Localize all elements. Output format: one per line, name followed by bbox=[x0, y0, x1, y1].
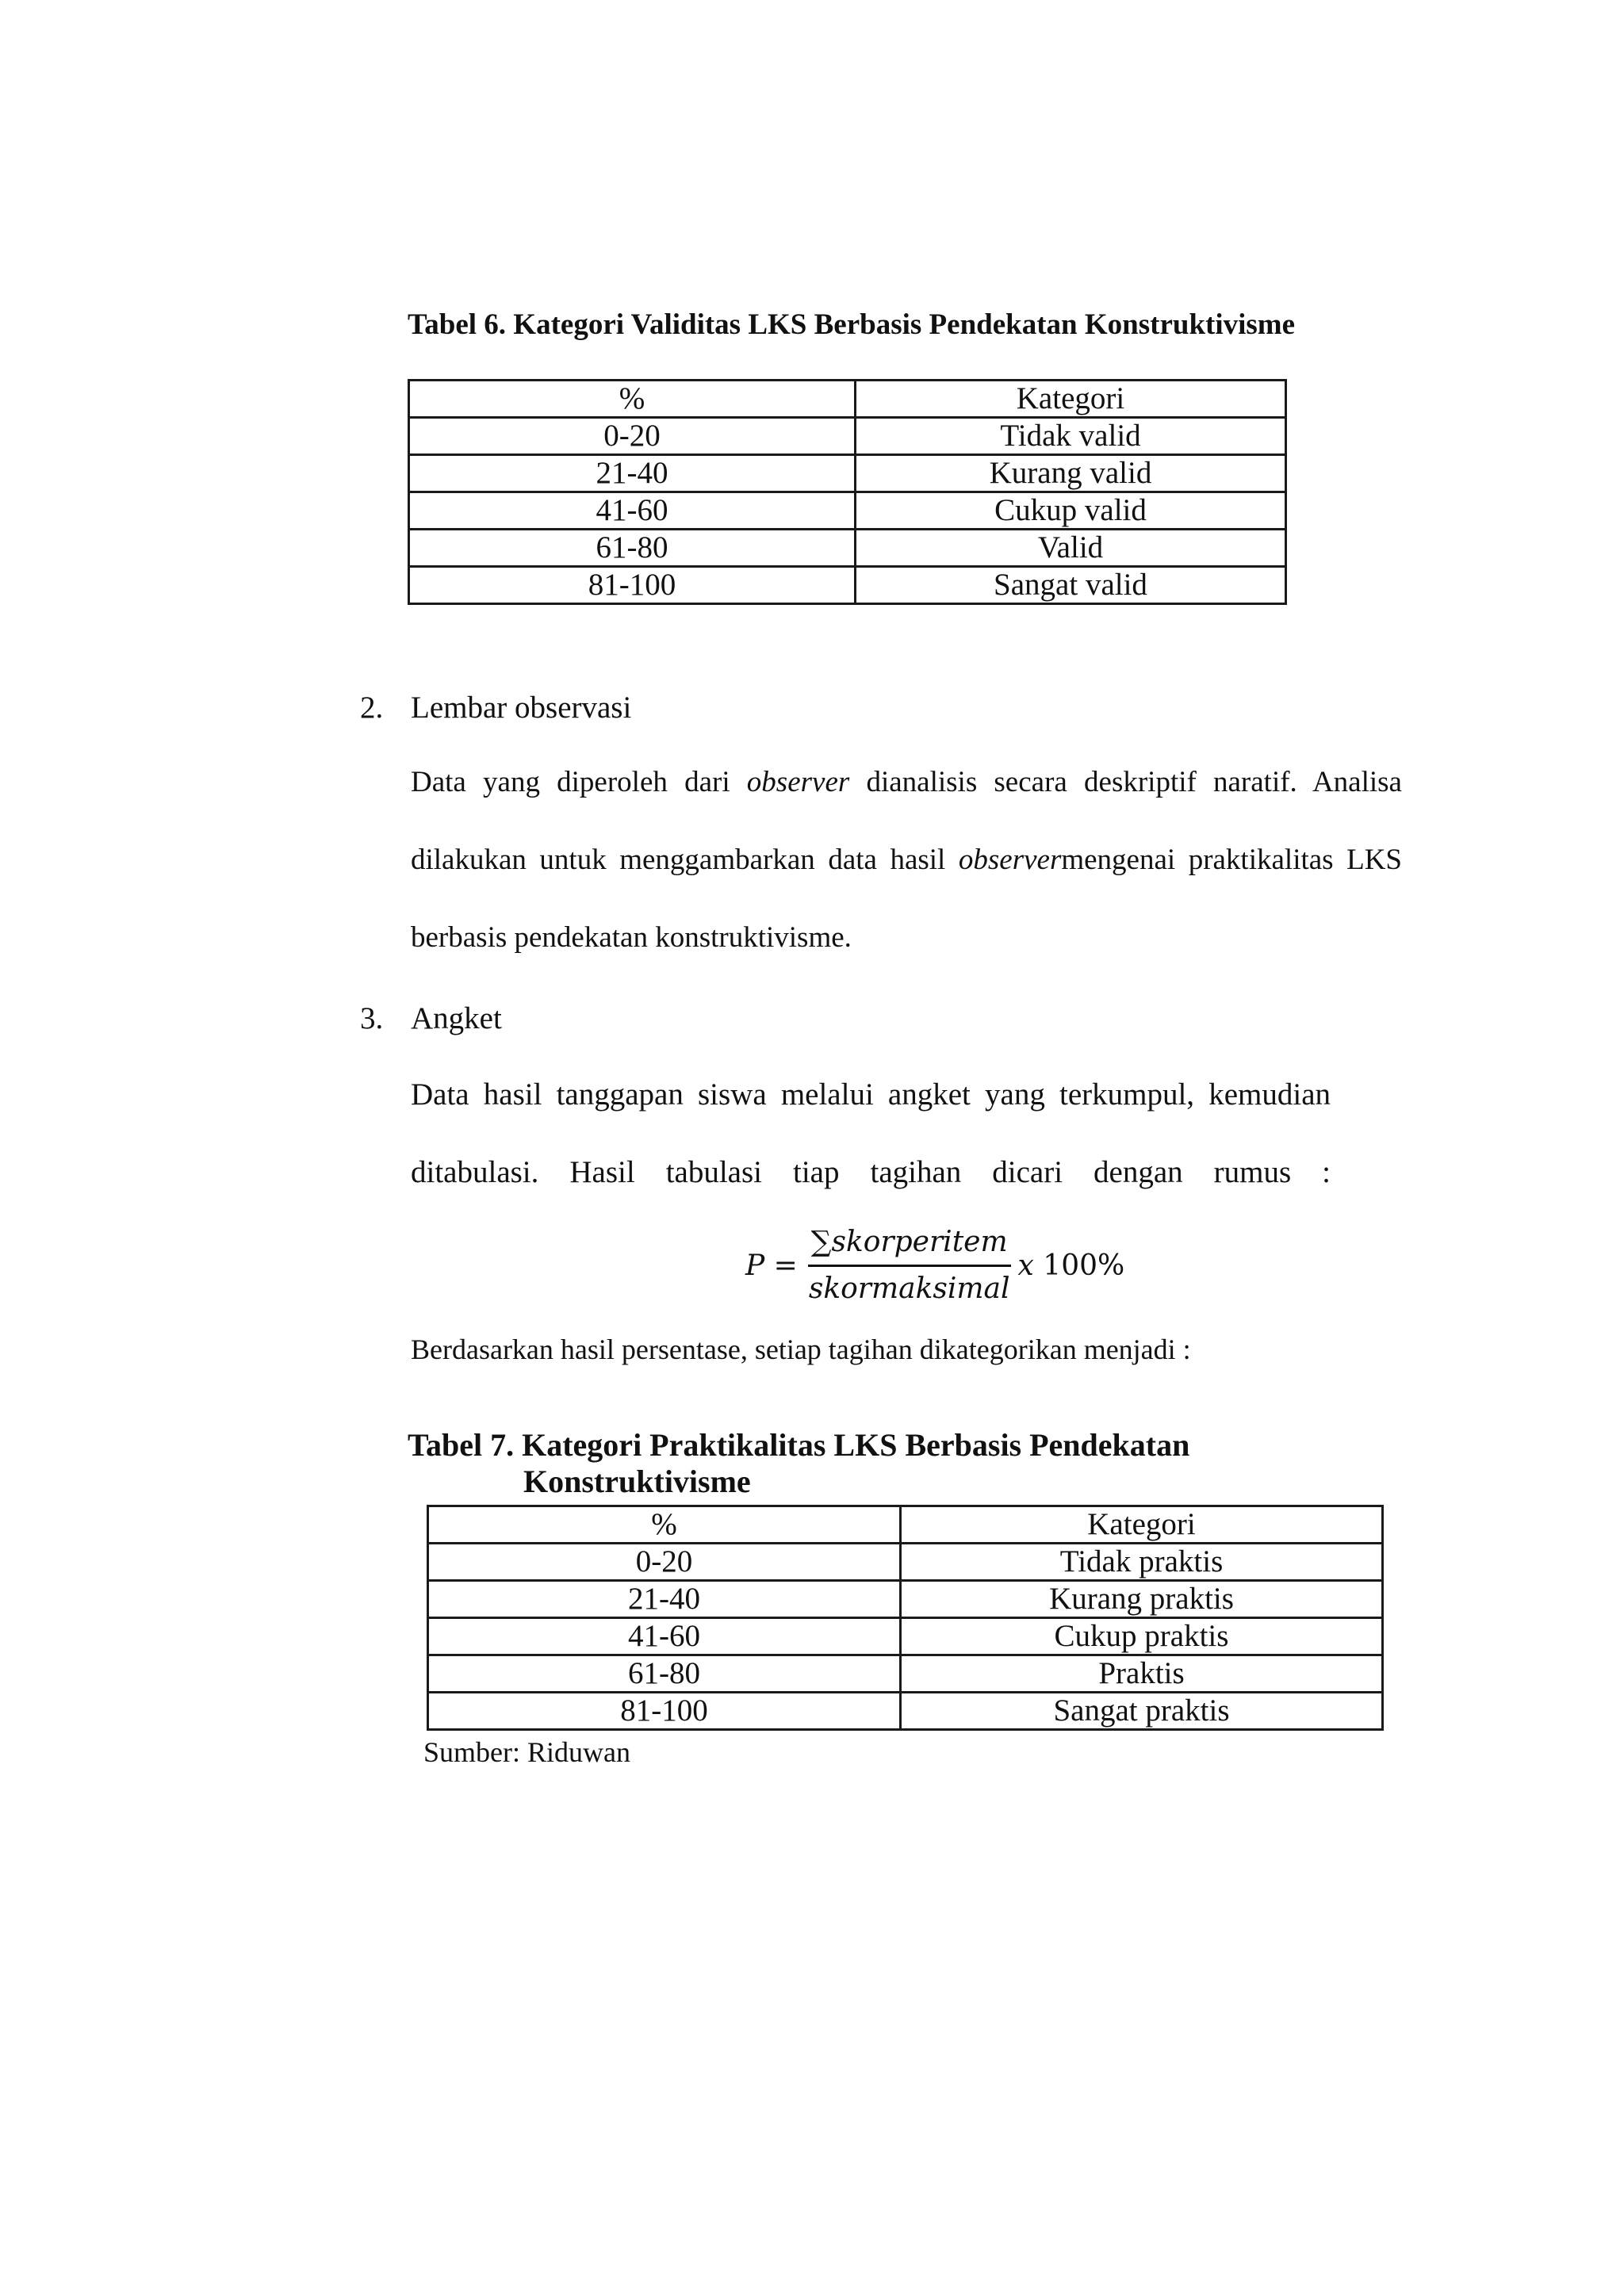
table-row bbox=[428, 1581, 1383, 1618]
formula-times: x bbox=[1017, 1249, 1034, 1282]
section-number: 3. bbox=[360, 1001, 384, 1035]
category-cell: Cukup valid bbox=[856, 492, 1286, 530]
formula-lhs: P = bbox=[745, 1249, 798, 1282]
category-cell: Praktis bbox=[901, 1655, 1383, 1693]
table-row bbox=[409, 418, 1286, 455]
category-cell: Sangat praktis bbox=[901, 1693, 1383, 1730]
range-cell: 21-40 bbox=[428, 1581, 901, 1618]
formula-percent: 100% bbox=[1043, 1249, 1125, 1282]
text-run: Data yang diperoleh dari bbox=[411, 766, 747, 798]
category-cell: Valid bbox=[856, 530, 1286, 567]
paragraph-line bbox=[411, 899, 1402, 977]
section-title: Angket bbox=[411, 1001, 502, 1035]
text-run: mengenai praktikalitas LKS bbox=[1061, 844, 1402, 876]
paragraph-line: Data hasil tanggapan siswa melalui angket yang terkumpul, kemudian bbox=[411, 1077, 1331, 1112]
category-cell: Tidak praktis bbox=[901, 1544, 1383, 1581]
table-header-row bbox=[409, 381, 1286, 418]
percentage-formula bbox=[745, 1218, 1124, 1313]
paragraph-line bbox=[411, 744, 1402, 821]
formula-fraction bbox=[806, 1225, 1013, 1307]
range-cell: 61-80 bbox=[409, 530, 856, 567]
category-cell: Kurang valid bbox=[856, 455, 1286, 492]
practicality-category-table bbox=[427, 1505, 1384, 1731]
section-heading-lembar-observasi bbox=[360, 690, 631, 726]
section-title: Lembar observasi bbox=[411, 691, 632, 725]
table6-caption: Tabel 6. Kategori Validitas LKS Berbasis Pendekatan Konstruktivisme bbox=[408, 308, 1296, 341]
table-row bbox=[409, 530, 1286, 567]
table-row bbox=[428, 1618, 1383, 1655]
italic-term: observer bbox=[746, 766, 850, 798]
observation-paragraph bbox=[411, 744, 1402, 977]
range-cell: 0-20 bbox=[428, 1544, 901, 1581]
table-row bbox=[409, 455, 1286, 492]
range-cell: 81-100 bbox=[409, 567, 856, 604]
header-kategori: Kategori bbox=[856, 381, 1286, 418]
range-cell: 41-60 bbox=[428, 1618, 901, 1655]
questionnaire-paragraph bbox=[411, 1056, 1331, 1211]
caption-line: Konstruktivisme bbox=[523, 1464, 751, 1499]
section-number: 2. bbox=[360, 691, 384, 725]
categorization-paragraph: Berdasarkan hasil persentase, setiap tagihan dikategorikan menjadi : bbox=[411, 1334, 1191, 1365]
header-kategori: Kategori bbox=[901, 1506, 1383, 1544]
validity-category-table bbox=[408, 379, 1287, 605]
table7-caption bbox=[408, 1427, 1189, 1500]
header-percent: % bbox=[409, 381, 856, 418]
paragraph-line: ditabulasi. Hasil tabulasi tiap tagihan dicari dengan rumus : bbox=[411, 1155, 1331, 1189]
range-cell: 41-60 bbox=[409, 492, 856, 530]
range-cell: 21-40 bbox=[409, 455, 856, 492]
caption-line: Tabel 7. Kategori Praktikalitas LKS Berbasis Pendekatan bbox=[408, 1427, 1190, 1463]
table-row bbox=[428, 1655, 1383, 1693]
sigma-symbol: ∑ bbox=[810, 1225, 832, 1258]
formula-numerator bbox=[808, 1225, 1011, 1267]
category-cell: Kurang praktis bbox=[901, 1581, 1383, 1618]
text-run: berbasis pendekatan konstruktivisme. bbox=[411, 921, 852, 954]
text-run: dilakukan untuk menggambarkan data hasil bbox=[411, 844, 959, 876]
table-row bbox=[428, 1693, 1383, 1730]
paragraph-line bbox=[411, 821, 1402, 899]
italic-term: observer bbox=[958, 844, 1062, 876]
table-header-row bbox=[428, 1506, 1383, 1544]
range-cell: 61-80 bbox=[428, 1655, 901, 1693]
category-cell: Cukup praktis bbox=[901, 1618, 1383, 1655]
category-cell: Sangat valid bbox=[856, 567, 1286, 604]
table-row bbox=[409, 492, 1286, 530]
range-cell: 81-100 bbox=[428, 1693, 901, 1730]
range-cell: 0-20 bbox=[409, 418, 856, 455]
table-row bbox=[428, 1544, 1383, 1581]
text-run: dianalisis secara deskriptif naratif. Analisa bbox=[849, 766, 1402, 798]
header-percent: % bbox=[428, 1506, 901, 1544]
category-cell: Tidak valid bbox=[856, 418, 1286, 455]
section-heading-angket bbox=[360, 1001, 502, 1037]
formula-denominator: skormaksimal bbox=[808, 1272, 1010, 1305]
numerator-text: skorperitem bbox=[831, 1225, 1008, 1258]
table-row bbox=[409, 567, 1286, 604]
table-source-note: Sumber: Riduwan bbox=[423, 1736, 630, 1768]
